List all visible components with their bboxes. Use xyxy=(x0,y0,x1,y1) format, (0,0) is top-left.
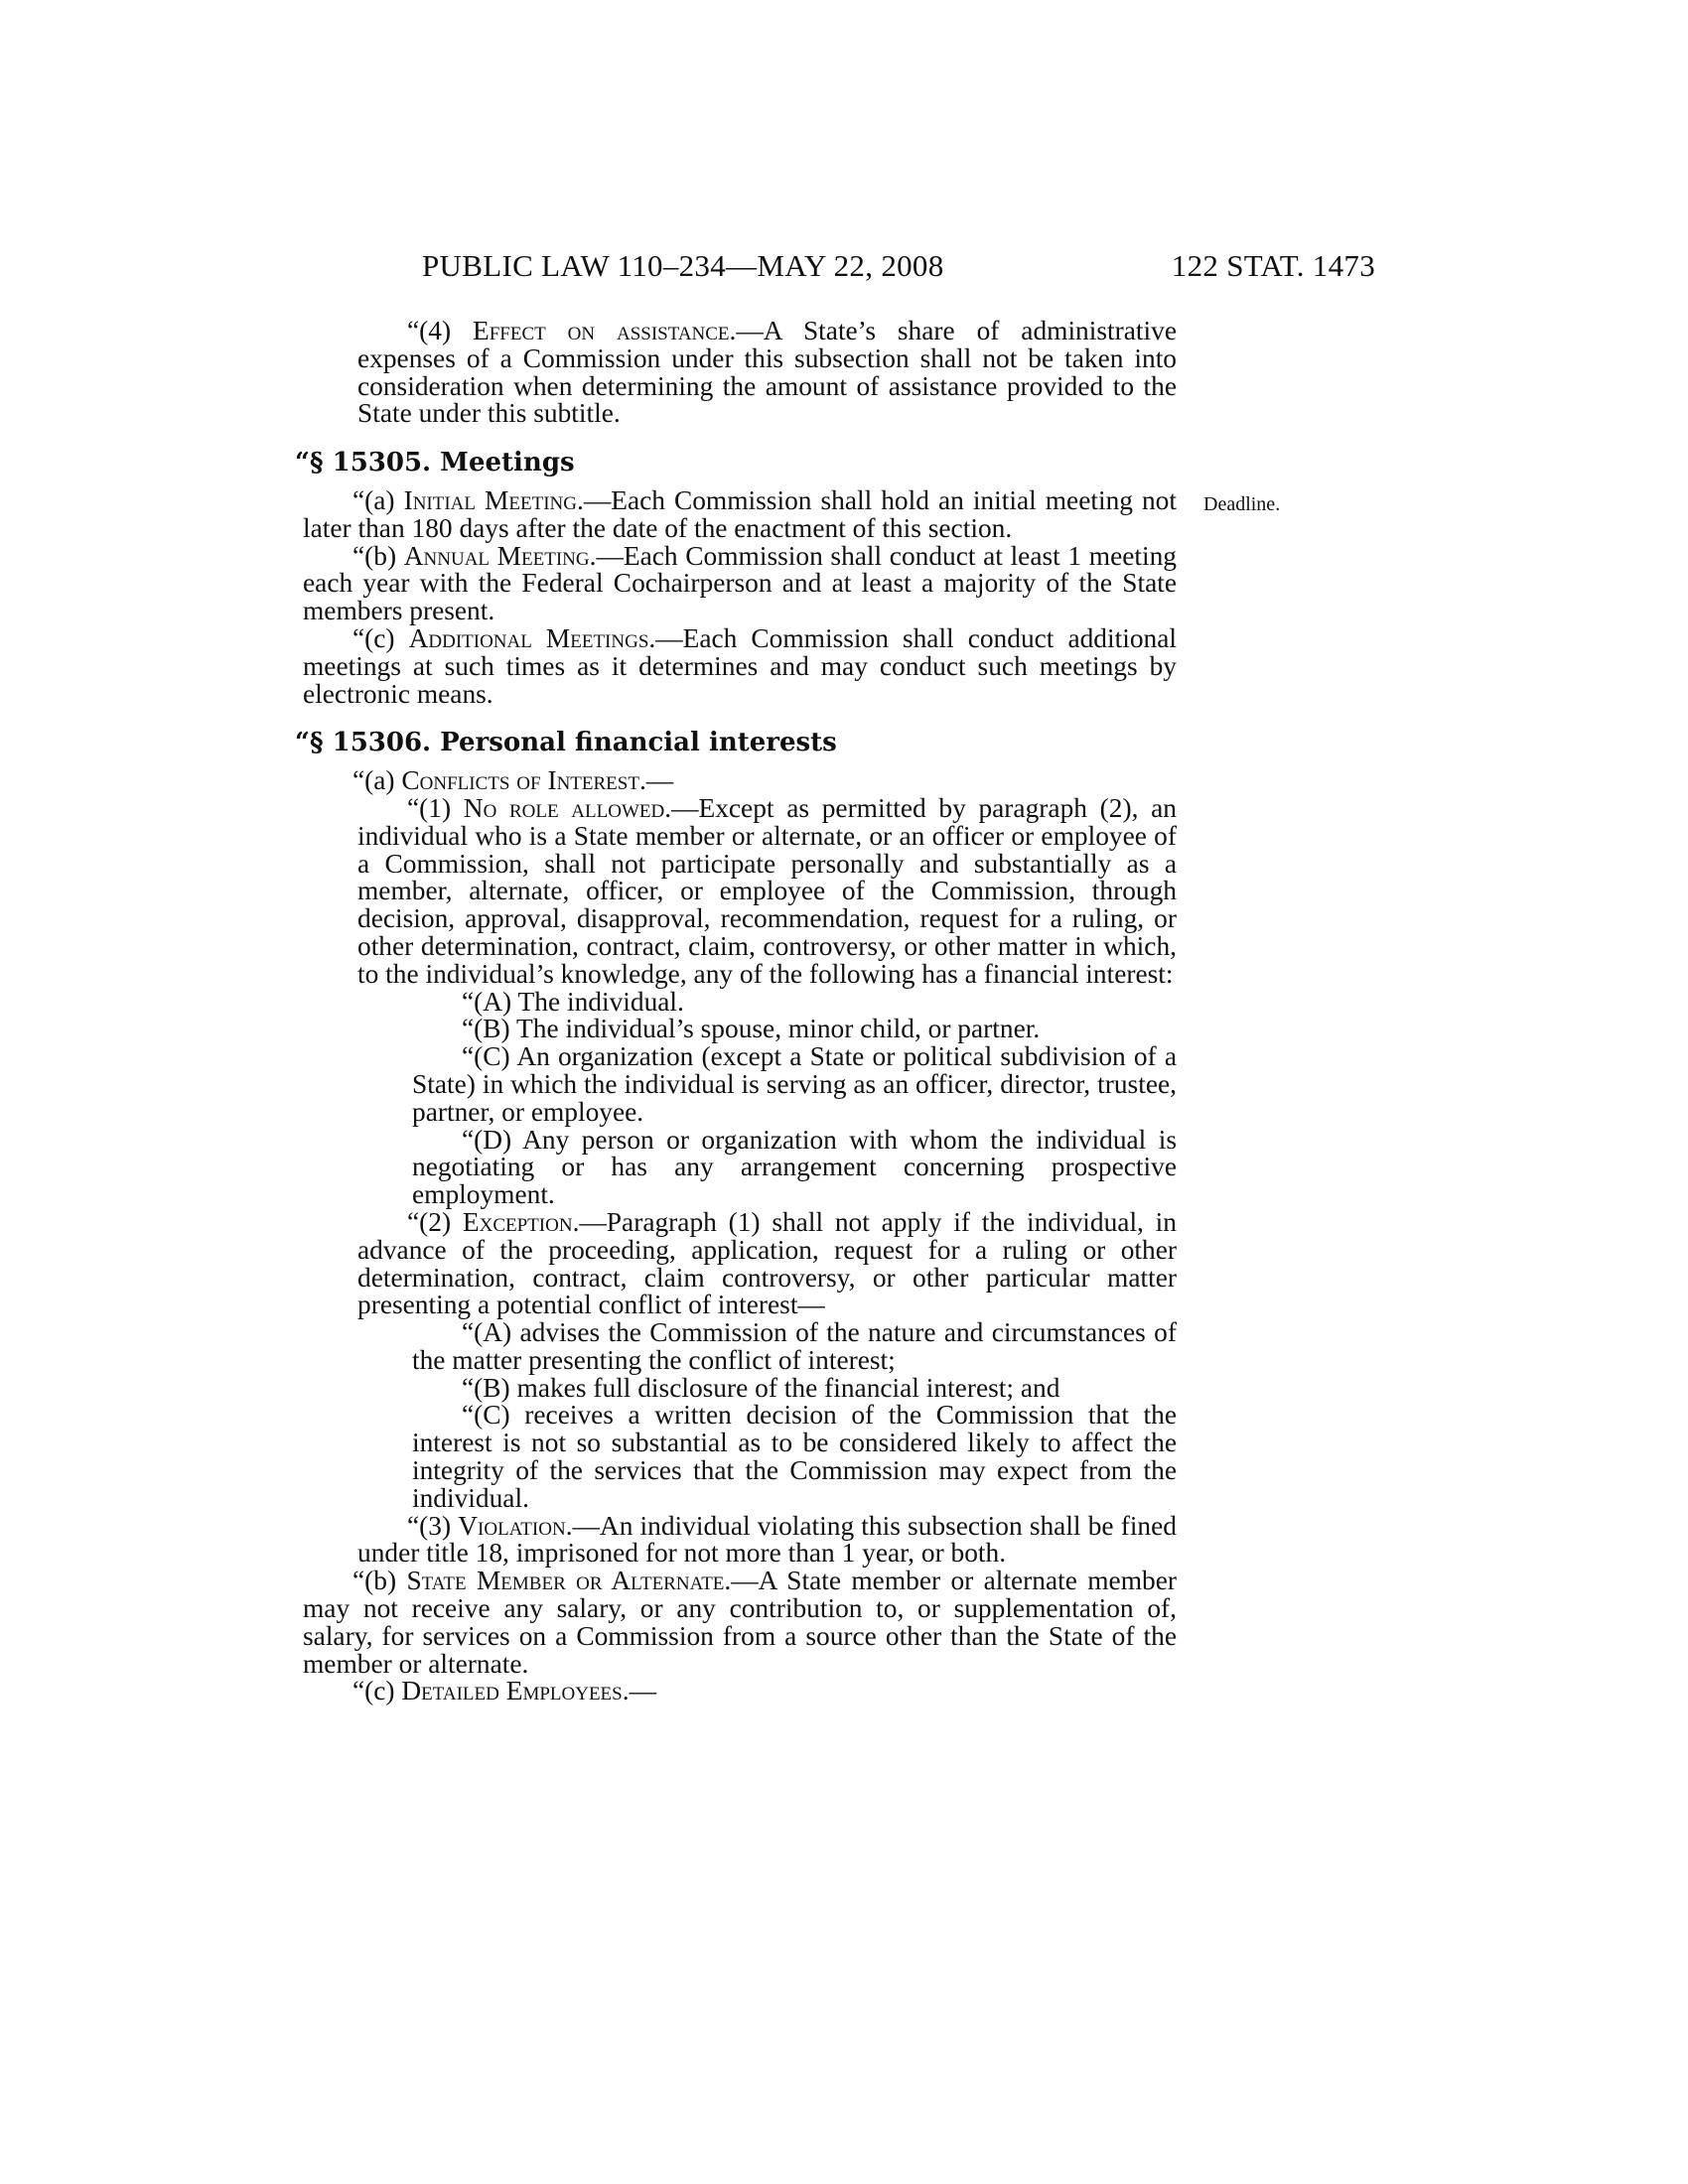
paragraph-text: .—An individual violating this subsection shall be fined under title 18, imprisoned for not more than 1 year, or both. xyxy=(357,1510,1177,1569)
clause-1-c: “(C) An organization (except a State or political subdivision of a State) in which the individual is serving as an officer, director, trustee, partner, or employee. xyxy=(412,1041,1177,1127)
paragraph-no-role-allowed xyxy=(303,792,1177,989)
paragraph-text: .—Paragraph (1) shall not apply if the individual, in advance of the proceeding, application, request for a ruling or other determination, contract, claim controversy, or other particular matter presenting a potential conflict of interest— xyxy=(357,1206,1177,1320)
page-header xyxy=(0,248,1688,288)
paragraph-lead: “(b) xyxy=(352,540,404,571)
paragraph-text: .—A State member or alternate member may not receive any salary, or any contribution to, or supplementation of, salary, for services on a Commission from a source other than the State of the member or alternate. xyxy=(303,1566,1177,1679)
paragraph-text: .—Each Commission shall hold an initial meeting not later than 180 days after the date of the enactment of this section. xyxy=(303,484,1177,543)
paragraph-lead: “(3) xyxy=(407,1510,459,1541)
paragraph-caption: Annual Meeting xyxy=(403,540,590,571)
paragraph-text: .—Each Commission shall conduct additional meetings at such times as it determines and may conduct such meetings by electronic means. xyxy=(303,622,1177,709)
section-heading-15305: “§ 15305. Meetings xyxy=(295,448,575,478)
page-reference: 122 STAT. 1473 xyxy=(1171,248,1375,283)
clause-1-a: “(A) The individual. xyxy=(462,986,684,1017)
paragraph-text: .— xyxy=(638,765,674,796)
paragraph-exception xyxy=(303,1206,1177,1320)
paragraph-text: .—Except as permitted by paragraph (2), an individual who is a State member or alternate, or an officer or employee of a Commission, shall not participate personally and substantially as a member, alternate, officer, or employee of the Commission, through decision, approval, disapproval, recommendation, request for a ruling, or other determination, contract, claim, controversy, or other matter in which, to the individual’s knowledge, any of the following has a financial interest: xyxy=(357,792,1177,989)
paragraph-text: .— xyxy=(622,1676,656,1706)
statute-body xyxy=(295,316,1177,1706)
paragraph-lead: “(4) xyxy=(407,316,473,345)
clause-2-a: “(A) advises the Commission of the nature and circumstances of the matter presenting the conflict of interest; xyxy=(412,1317,1177,1375)
paragraph-lead: “(c) xyxy=(352,622,409,653)
paragraph-caption: Violation xyxy=(458,1510,566,1541)
paragraph-lead: “(b) xyxy=(352,1566,407,1596)
paragraph-lead: “(2) xyxy=(407,1206,463,1237)
paragraph-conflicts-of-interest xyxy=(303,767,1177,795)
paragraph-caption: Additional Meetings xyxy=(408,622,649,653)
paragraph-caption: No role allowed xyxy=(463,792,665,823)
paragraph-additional-meetings xyxy=(303,622,1177,709)
paragraph-effect-on-assistance xyxy=(303,318,1177,428)
section-heading-15306: “§ 15306. Personal financial interests xyxy=(295,728,837,758)
paragraph-annual-meeting xyxy=(303,540,1177,626)
margin-note-deadline: Deadline. xyxy=(1203,493,1281,515)
paragraph-text: .—Each Commission shall conduct at least 1 meeting each year with the Federal Cochairperson and at least a majority of the State members present. xyxy=(303,540,1177,626)
clause-2-b: “(B) makes full disclosure of the financial interest; and xyxy=(462,1372,1060,1403)
paragraph-initial-meeting xyxy=(303,484,1177,543)
paragraph-caption: State Member or Alternate xyxy=(406,1566,725,1596)
paragraph-caption: Detailed Employees xyxy=(401,1676,623,1706)
paragraph-detailed-employees xyxy=(303,1678,1177,1706)
paragraph-violation xyxy=(303,1510,1177,1569)
paragraph-caption: Exception xyxy=(462,1206,573,1237)
running-head: PUBLIC LAW 110–234—MAY 22, 2008 xyxy=(422,248,944,283)
paragraph-caption: Initial Meeting xyxy=(403,484,577,515)
paragraph-lead: “(c) xyxy=(352,1676,402,1706)
paragraph-lead: “(1) xyxy=(407,792,464,823)
paragraph-state-member-or-alternate xyxy=(303,1568,1177,1678)
paragraph-lead: “(a) xyxy=(352,484,404,515)
paragraph-text: .—A State’s share of administrative expenses of a Commission under this subsection shall not be taken into consideration when determining the amount of assistance provided to the State under this subtitle. xyxy=(357,316,1177,429)
paragraph-caption: Effect on assistance xyxy=(473,316,730,345)
clause-2-c: “(C) receives a written decision of the Commission that the interest is not so substantial as to be considered likely to affect the integrity of the services that the Commission may expect from the individual. xyxy=(412,1400,1177,1513)
paragraph-caption: Conflicts of Interest xyxy=(401,765,639,796)
clause-1-b: “(B) The individual’s spouse, minor child, or partner. xyxy=(462,1014,1041,1044)
clause-1-d: “(D) Any person or organization with whom the individual is negotiating or has any arrangement concerning prospective employment. xyxy=(412,1124,1177,1210)
paragraph-lead: “(a) xyxy=(352,765,402,796)
